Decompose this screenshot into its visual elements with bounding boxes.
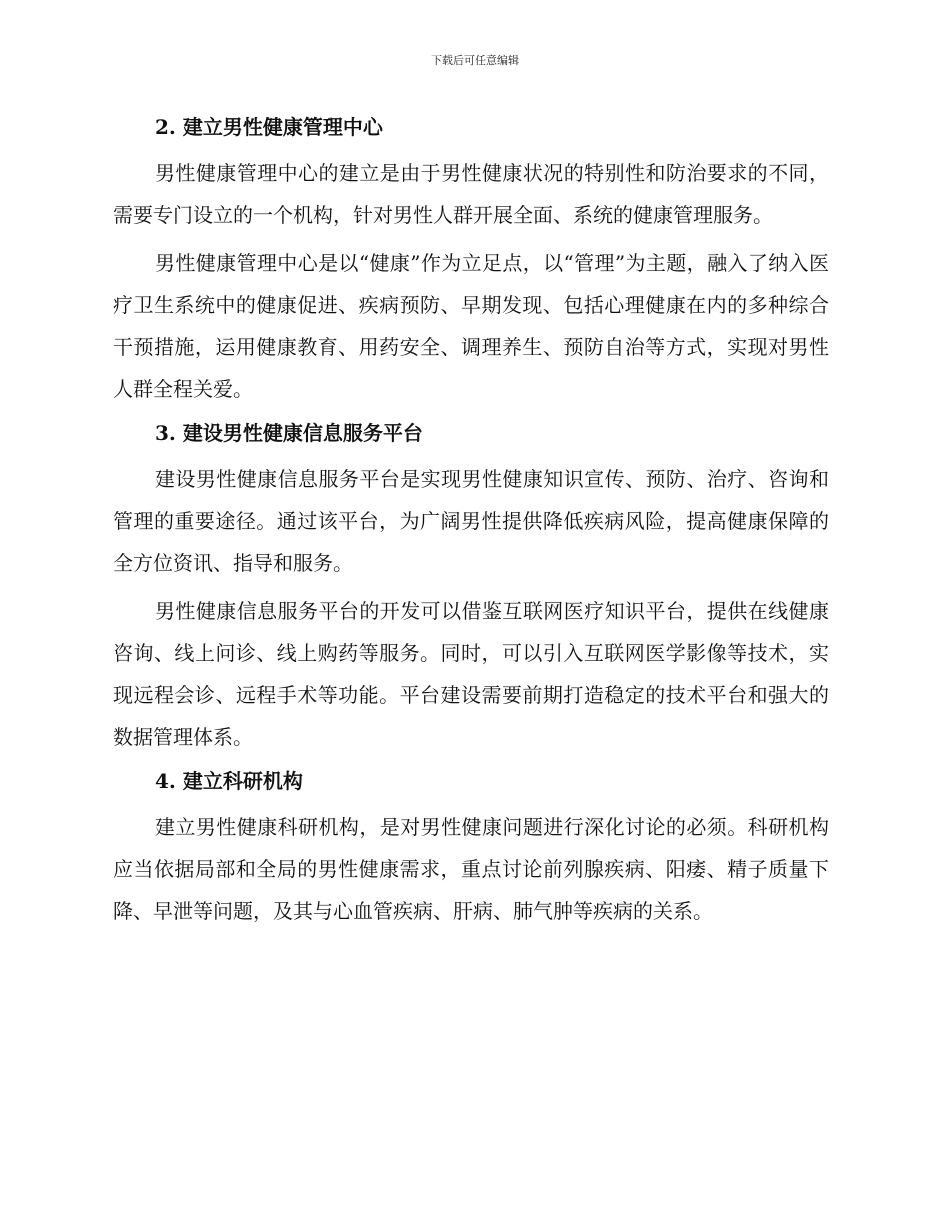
paragraph: 建立男性健康科研机构，是对男性健康问题进行深化讨论的必须。科研机构应当依据局部和全局的男性健康需求，重点讨论前列腺疾病、阳痿、精子质量下降、早泄等问题，及其与心血管疾病、肝病、肺气肿等疾病的关系。 [113, 815, 829, 923]
paragraph: 建设男性健康信息服务平台是实现男性健康知识宣传、预防、治疗、咨询和管理的重要途径。通过该平台，为广阔男性提供降低疾病风险，提高健康保障的全方位资讯、指导和服务。 [113, 467, 829, 575]
section-heading: 3. 建设男性健康信息服务平台 [155, 421, 423, 445]
section-heading: 4. 建立科研机构 [155, 769, 303, 793]
section-3 [113, 416, 829, 758]
section-4 [113, 764, 829, 932]
document-body [113, 110, 829, 938]
section-2 [113, 110, 829, 410]
paragraph: 男性健康管理中心的建立是由于男性健康状况的特别性和防治要求的不同，需要专门设立的一个机构，针对男性人群开展全面、系统的健康管理服务。 [113, 161, 829, 227]
page-header: 下载后可任意编辑 [431, 54, 519, 67]
paragraph: 男性健康管理中心是以“健康”作为立足点，以“管理”为主题，融入了纳入医疗卫生系统中的健康促进、疾病预防、早期发现、包括心理健康在内的多种综合干预措施，运用健康教育、用药安全、调理养生、预防自治等方式，实现对男性人群全程关爱。 [113, 251, 829, 401]
section-heading: 2. 建立男性健康管理中心 [155, 115, 383, 139]
paragraph: 男性健康信息服务平台的开发可以借鉴互联网医疗知识平台，提供在线健康咨询、线上问诊、线上购药等服务。同时，可以引入互联网医学影像等技术，实现远程会诊、远程手术等功能。平台建设需要前期打造稳定的技术平台和强大的数据管理体系。 [113, 599, 829, 749]
